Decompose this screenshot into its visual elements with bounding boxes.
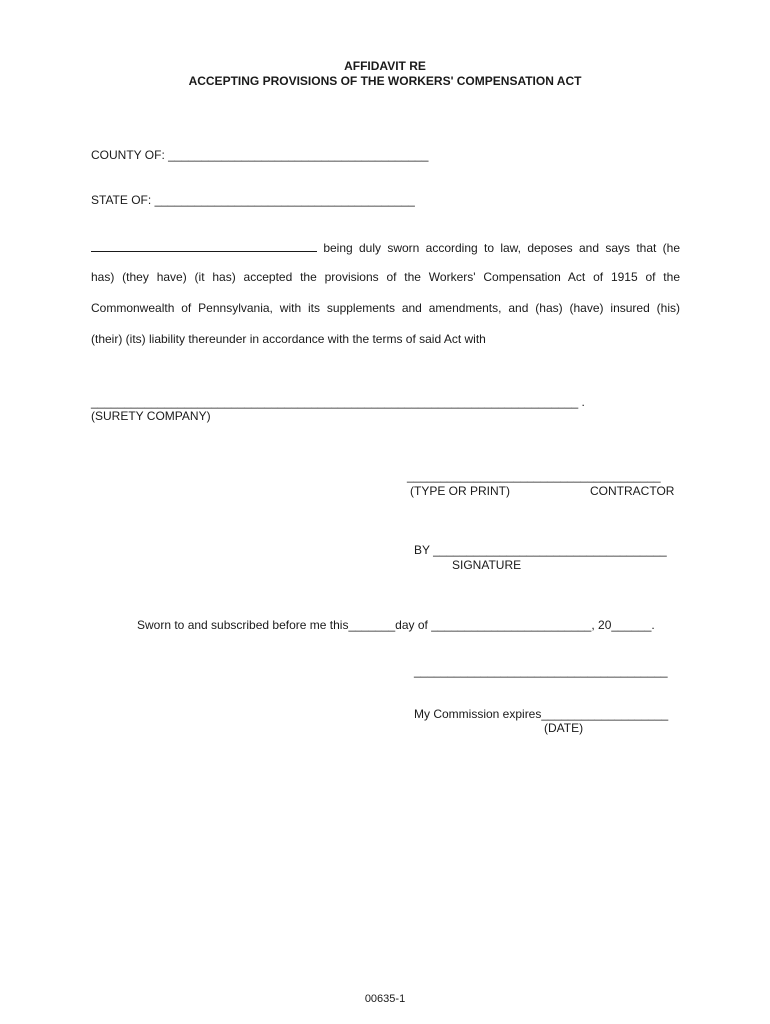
state-label: STATE OF:: [91, 193, 152, 207]
body-line-4: (their) (its) liability thereunder in accordance with the terms of said Act with: [91, 332, 486, 346]
state-blank[interactable]: _______________________________________: [154, 193, 415, 207]
contractor-blank[interactable]: ______________________________________: [407, 469, 661, 483]
signature-label: SIGNATURE: [452, 558, 522, 572]
county-field: [91, 148, 428, 162]
date-label: (DATE): [544, 721, 584, 735]
by-signature-blank[interactable]: BY ___________________________________: [414, 543, 667, 557]
body-line-3: Commonwealth of Pennsylvania, with its supplements and amendments, and (has) (have) insured (his): [91, 301, 680, 315]
surety-company-label: (SURETY COMPANY): [91, 409, 211, 423]
title-line-1: AFFIDAVIT RE: [344, 59, 426, 73]
sworn-statement-line[interactable]: Sworn to and subscribed before me this_______day of ________________________, 20______.: [137, 618, 655, 632]
contractor-label: CONTRACTOR: [590, 484, 675, 498]
county-label: COUNTY OF:: [91, 148, 165, 162]
type-or-print-label: (TYPE OR PRINT): [410, 484, 511, 498]
body-line-1: [91, 239, 680, 255]
county-blank[interactable]: _______________________________________: [168, 148, 429, 162]
form-number: 00635-1: [364, 993, 406, 1005]
body-line-2: has) (they have) (it has) accepted the provisions of the Workers' Compensation Act of 1915 of the: [91, 270, 680, 284]
body-line-1-text: being duly sworn according to law, deposes and says that (he: [323, 241, 680, 255]
affiant-name-blank[interactable]: [91, 239, 317, 252]
surety-company-blank[interactable]: _________________________________________________________________________ .: [91, 395, 585, 409]
state-field: [91, 193, 415, 207]
notary-signature-blank[interactable]: ______________________________________: [414, 664, 668, 678]
title-line-2: ACCEPTING PROVISIONS OF THE WORKERS' COMPENSATION ACT: [188, 74, 582, 88]
commission-expires-line[interactable]: My Commission expires___________________: [414, 707, 669, 721]
